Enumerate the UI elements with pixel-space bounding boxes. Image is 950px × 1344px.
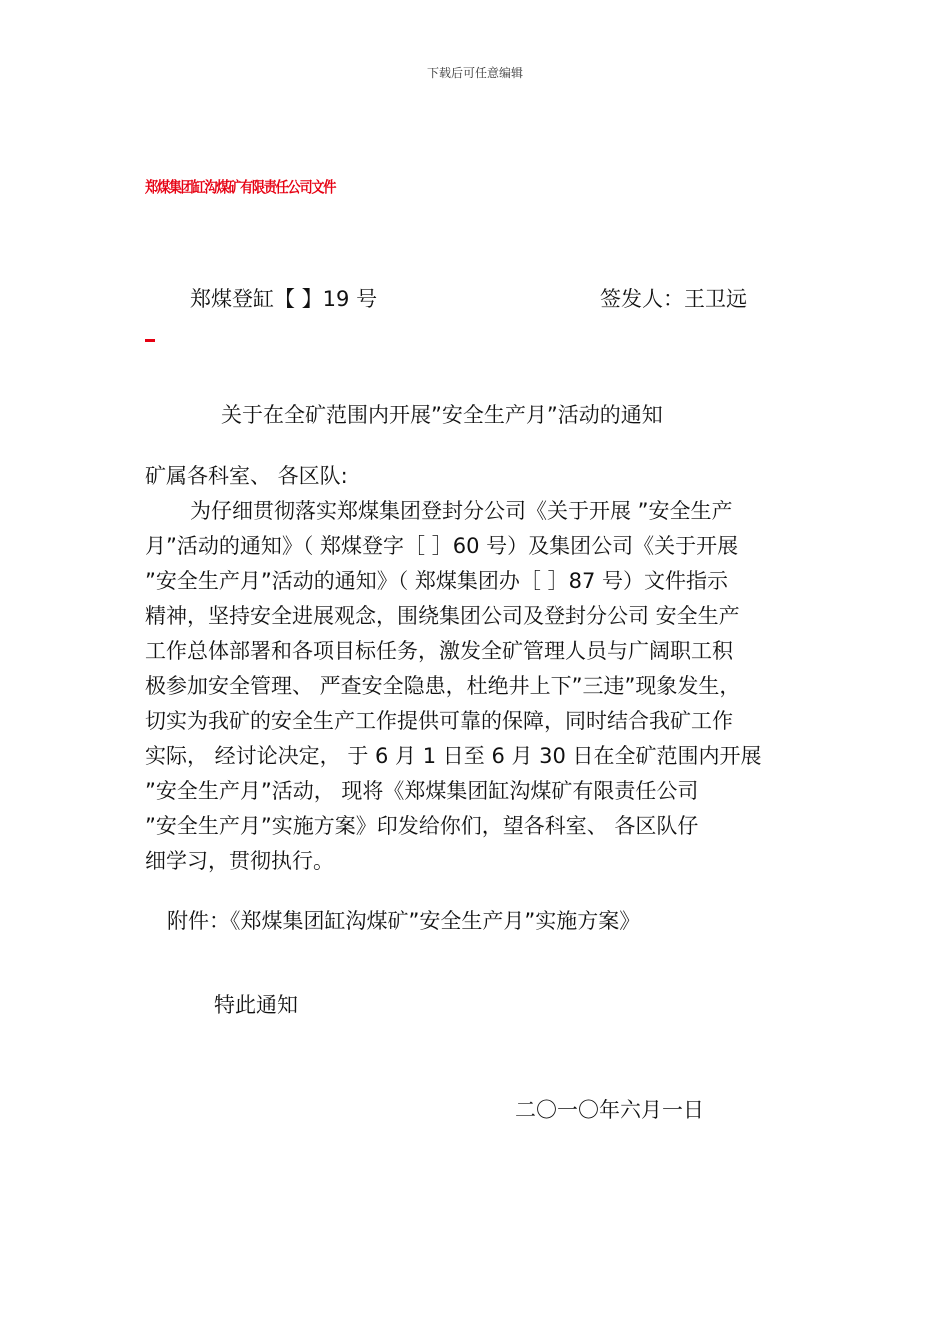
body-line: 为仔细贯彻落实郑煤集团登封分公司《关于开展 ”安全生产 xyxy=(190,499,733,523)
signer: 签发人：王卫远 xyxy=(600,287,747,311)
closing-remark: 特此通知 xyxy=(214,993,298,1017)
body-line: ”安全生产月”实施方案》印发给你们，望各科室、 各区队仔 xyxy=(145,814,699,838)
body-line: 月”活动的通知》（ 郑煤登字［ ］60 号）及集团公司《关于开展 xyxy=(145,534,739,558)
header-note: 下载后可任意编辑 xyxy=(426,66,523,80)
body-line: 细学习，贯彻执行。 xyxy=(145,849,334,873)
body-line: 切实为我矿的安全生产工作提供可靠的保障，同时结合我矿工作 xyxy=(145,709,733,733)
body-line: 实际， 经讨论决定， 于 6 月 1 日至 6 月 30 日在全矿范围内开展 xyxy=(145,744,762,768)
body-line: ”安全生产月”活动， 现将《郑煤集团缸沟煤矿有限责任公司 xyxy=(145,779,699,803)
body-line: 精神，坚持安全进展观念，围绕集团公司及登封分公司 安全生产 xyxy=(145,604,740,628)
letterhead-title: 郑煤集团缸沟煤矿有限责任公司文件 xyxy=(145,178,336,196)
notice-title: 关于在全矿范围内开展”安全生产月”活动的通知 xyxy=(221,403,663,427)
body-line: 工作总体部署和各项目标任务，激发全矿管理人员与广阔职工积 xyxy=(145,639,733,663)
body-line: ”安全生产月”活动的通知》（ 郑煤集团办［ ］87 号）文件指示 xyxy=(145,569,729,593)
body-line: 极参加安全管理、 严查安全隐患，杜绝井上下”三违”现象发生， xyxy=(145,674,741,698)
issue-date: 二〇一〇年六月一日 xyxy=(515,1098,704,1122)
red-separator-mark xyxy=(145,339,155,342)
document-number: 郑煤登缸【 】19 号 xyxy=(190,287,378,311)
attachment-note: 附件：《郑煤集团缸沟煤矿”安全生产月”实施方案》 xyxy=(167,909,641,933)
salutation: 矿属各科室、 各区队: xyxy=(145,464,348,488)
